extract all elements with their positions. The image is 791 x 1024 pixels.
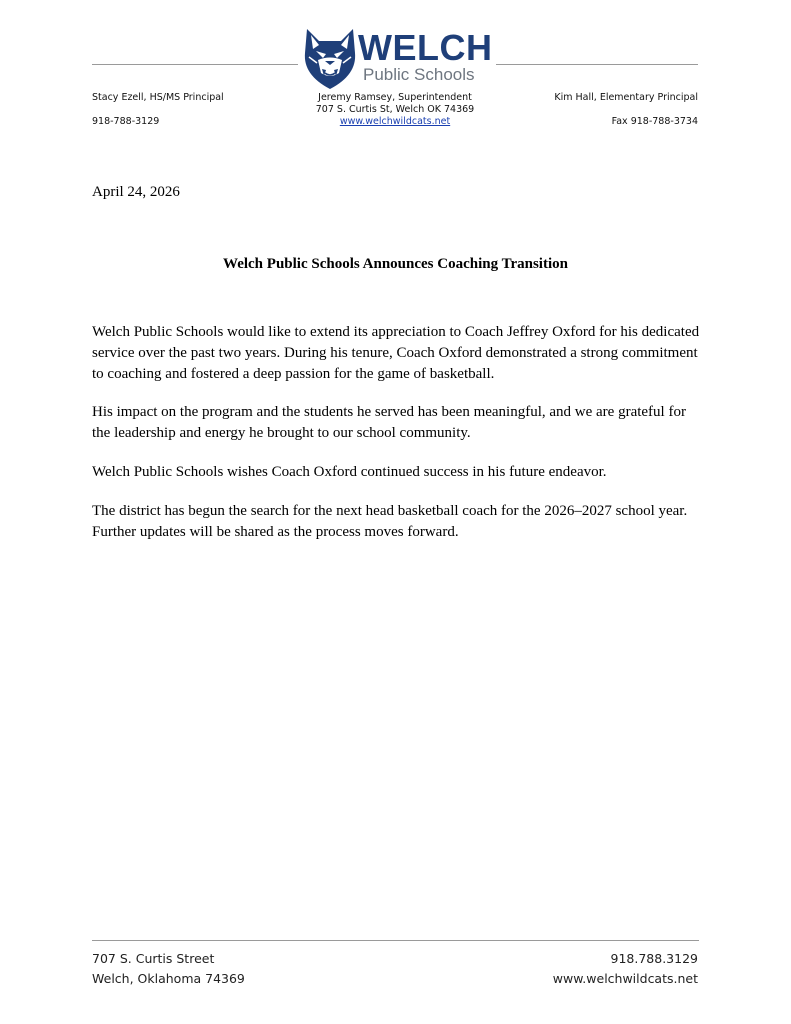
header-rule-left bbox=[92, 64, 298, 65]
logo-title: WELCH bbox=[358, 27, 493, 68]
paragraph-2: His impact on the program and the students he served has been meaningful, and we are grateful for the leadership and energy he brought to our school community. bbox=[92, 404, 686, 441]
letter-date: April 24, 2026 bbox=[92, 184, 180, 200]
footer-rule bbox=[92, 940, 699, 941]
superintendent-name: Jeremy Ramsey, Superintendent bbox=[318, 92, 472, 103]
left-principal-name: Stacy Ezell, HS/MS Principal bbox=[92, 92, 224, 103]
left-phone: 918-788-3129 bbox=[92, 116, 160, 127]
paragraph-1: Welch Public Schools would like to extend its appreciation to Coach Jeffrey Oxford for his dedicated service over the past two years. During his tenure, Coach Oxford demonstrated a strong commitment to coaching and fostered a deep passion for the game of basketball. bbox=[92, 324, 700, 382]
right-fax: Fax 918-788-3734 bbox=[611, 116, 698, 127]
website-link[interactable]: www.welchwildcats.net bbox=[339, 116, 451, 127]
right-principal-name: Kim Hall, Elementary Principal bbox=[554, 92, 698, 103]
footer-website[interactable]: www.welchwildcats.net bbox=[552, 971, 698, 986]
letter-title: Welch Public Schools Announces Coaching Transition bbox=[223, 256, 568, 272]
footer-address-line1: 707 S. Curtis Street bbox=[92, 951, 215, 966]
paragraph-4: The district has begun the search for the next head basketball coach for the 2026–2027 school year. Further updates will be shared as the process moves forward. bbox=[92, 503, 688, 540]
footer-phone: 918.788.3129 bbox=[610, 951, 698, 966]
website-link-wrapper bbox=[290, 116, 500, 128]
paragraph-3: Welch Public Schools wishes Coach Oxford continued success in his future endeavor. bbox=[92, 464, 607, 480]
header-rule-right bbox=[496, 64, 698, 65]
district-address: 707 S. Curtis St, Welch OK 74369 bbox=[315, 104, 475, 115]
logo-subtitle: Public Schools bbox=[363, 65, 475, 84]
wildcat-mascot-icon bbox=[303, 27, 357, 91]
footer-address-line2: Welch, Oklahoma 74369 bbox=[92, 971, 245, 986]
